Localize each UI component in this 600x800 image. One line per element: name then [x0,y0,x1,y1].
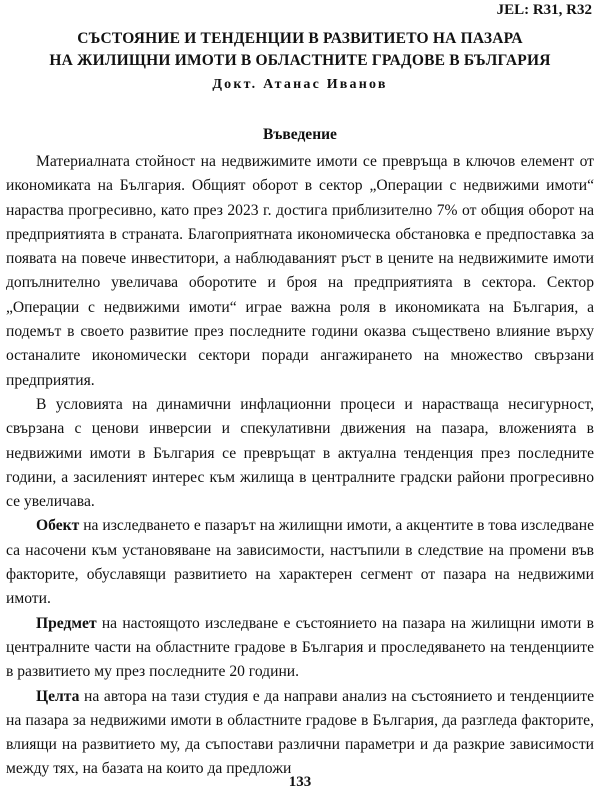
paragraph-text: на автора на тази студия е да направи анализ на състоянието и тенденциите на пазара за недвижими имоти в областните градове в България, да разгледа факторите, влиящи на развитието му, да съпостави различни параметри и да разкрие зависимости между тях, на базата на които да предложи [6,687,594,778]
article-author: Докт. Атанас Иванов [212,77,388,92]
article-title [0,28,600,72]
paragraph-text: на изследването е пазарът на жилищни имоти, а акцентите в това изследване са насочени към установяване на зависимости, настъпили в следствие на промени във факторите, обуславящи развитието на характерен сегмент от пазара на недвижими имоти. [6,517,594,608]
paragraph-lead: Предмет [36,614,97,632]
paragraph-3 [6,514,594,611]
body-text [6,150,594,782]
article-title-line-2: НА ЖИЛИЩНИ ИМОТИ В ОБЛАСТНИТЕ ГРАДОВЕ В БЪЛГАРИЯ [49,52,551,69]
paragraph-lead: Целта [36,687,80,705]
paragraph-text: на настоящото изследване е състоянието на пазара на жилищни имоти в централните части на областните градове в България и проследяването на тенденциите в развитието му през последните 20 години. [6,614,594,681]
jel-classification: JEL: R31, R32 [496,2,592,18]
paragraph-5 [6,685,594,782]
paragraph-text: В условията на динамични инфлационни процеси и нарастваща несигурност, свързана с ценови инверсии и спекулативни движения на пазара, вложенията в недвижими имоти в България се превръщат в актуална тенденция през последните години, а засиленият интерес към жилища в централните градски райони прогресивно се увеличава. [6,395,594,511]
paragraph-lead: Обект [36,517,80,535]
paragraph-text: Материалната стойност на недвижимите имоти се превръща в ключов елемент от икономиката на България. Общият оборот в сектор „Операции с недвижими имоти“ нараства прогресивно, като през 2023 г. достига приблизително 7% от общия оборот на предприятията в страната. Благоприятната икономическа обстановка е предпоставка за появата на повече инвеститори, а наблюдаваният ръст в цените на недвижимите имоти допълнително увеличава оборотите и броя на предприятията в сектора. Сектор „Операции с недвижими имоти“ играе важна роля в икономиката на България, а подемът в своето развитие през последните години оказва съществено влияние върху останалите икономически сектори поради ангажирането на множество свързани предприятия. [6,153,594,389]
article-title-line-1: СЪСТОЯНИЕ И ТЕНДЕНЦИИ В РАЗВИТИЕТО НА ПАЗАРА [77,30,523,47]
paragraph-4 [6,612,594,685]
paragraph-1 [6,150,594,393]
page-number: 133 [288,774,312,790]
paragraph-2 [6,393,594,514]
section-heading: Въведение [263,126,337,143]
